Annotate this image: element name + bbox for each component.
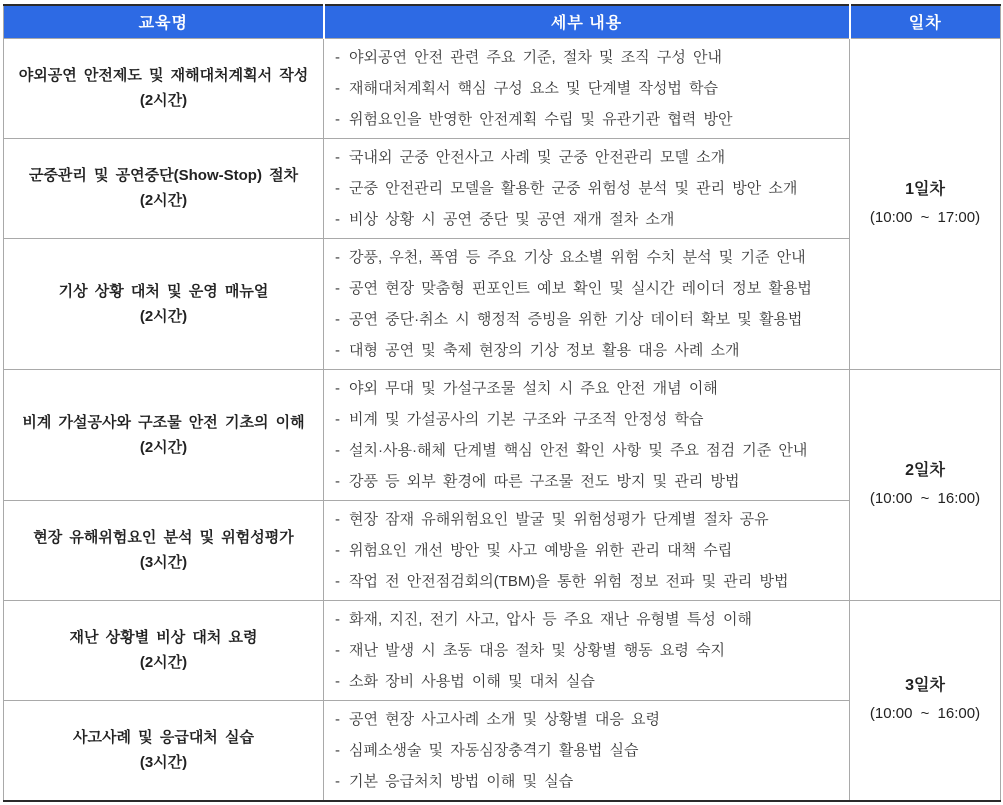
bullet-dash: - xyxy=(335,610,340,628)
curriculum-table xyxy=(3,4,1001,802)
detail-item xyxy=(332,373,841,404)
day-time: (10:00 ~ 17:00) xyxy=(869,208,981,226)
header-details: 세부 내용 xyxy=(324,5,850,38)
detail-item xyxy=(332,466,841,497)
day-time: (10:00 ~ 16:00) xyxy=(869,489,981,507)
table-header xyxy=(4,5,1001,38)
course-details-cell xyxy=(324,700,850,801)
bullet-dash: - xyxy=(335,772,340,790)
bullet-dash: - xyxy=(335,341,340,359)
detail-text: 기본 응급처치 방법 이해 및 실습 xyxy=(349,772,574,790)
bullet-dash: - xyxy=(335,279,340,297)
day-cell xyxy=(850,38,1001,369)
course-hours: (2시간) xyxy=(139,192,188,209)
detail-text: 비상 상황 시 공연 중단 및 공연 재개 절차 소개 xyxy=(349,210,675,228)
course-hours: (2시간) xyxy=(139,92,188,109)
bullet-dash: - xyxy=(335,441,340,459)
detail-item xyxy=(332,73,841,104)
course-name-cell xyxy=(4,138,324,238)
detail-item xyxy=(332,735,841,766)
detail-text: 강풍, 우천, 폭염 등 주요 기상 요소별 위험 수치 분석 및 기준 안내 xyxy=(349,248,806,266)
table-row xyxy=(4,369,1001,500)
bullet-dash: - xyxy=(335,472,340,490)
detail-item xyxy=(332,142,841,173)
bullet-dash: - xyxy=(335,110,340,128)
course-title: 현장 유해위험요인 분석 및 위험성평가 xyxy=(33,529,294,546)
header-row xyxy=(4,5,1001,38)
detail-item xyxy=(332,173,841,204)
course-title: 군중관리 및 공연중단(Show-Stop) 절차 xyxy=(28,167,299,184)
bullet-dash: - xyxy=(335,672,340,690)
detail-text: 위험요인 개선 방안 및 사고 예방을 위한 관리 대책 수립 xyxy=(349,541,733,559)
detail-item xyxy=(332,766,841,797)
bullet-dash: - xyxy=(335,710,340,728)
detail-item xyxy=(332,535,841,566)
detail-text: 재해대처계획서 핵심 구성 요소 및 단계별 작성법 학습 xyxy=(349,79,718,97)
header-day: 일차 xyxy=(850,5,1001,38)
day-label: 3일차 xyxy=(905,677,945,694)
course-details-cell xyxy=(324,369,850,500)
course-name-cell xyxy=(4,369,324,500)
day-label: 2일차 xyxy=(905,461,945,479)
detail-item xyxy=(332,104,841,135)
detail-text: 야외공연 안전 관련 주요 기준, 절차 및 조직 구성 안내 xyxy=(349,48,722,66)
detail-item xyxy=(332,566,841,597)
course-title: 비계 가설공사와 구조물 안전 기초의 이해 xyxy=(22,413,305,431)
detail-text: 국내외 군중 안전사고 사례 및 군중 안전관리 모델 소개 xyxy=(349,148,726,166)
course-name-cell xyxy=(4,238,324,369)
detail-item xyxy=(332,404,841,435)
header-education-name: 교육명 xyxy=(4,5,324,38)
course-hours: (3시간) xyxy=(139,554,188,571)
day-cell xyxy=(850,600,1001,801)
detail-text: 군중 안전관리 모델을 활용한 군중 위험성 분석 및 관리 방안 소개 xyxy=(349,179,798,197)
detail-text: 공연 중단·취소 시 행정적 증빙을 위한 기상 데이터 확보 및 활용법 xyxy=(349,310,803,328)
day-cell xyxy=(850,369,1001,600)
table-row xyxy=(4,38,1001,138)
course-name-cell xyxy=(4,600,324,700)
bullet-dash: - xyxy=(335,148,340,166)
course-title: 기상 상황 대처 및 운영 매뉴얼 xyxy=(58,282,269,300)
detail-text: 공연 현장 사고사례 소개 및 상황별 대응 요령 xyxy=(349,710,660,728)
detail-text: 강풍 등 외부 환경에 따른 구조물 전도 방지 및 관리 방법 xyxy=(349,472,740,490)
detail-text: 설치·사용·해체 단계별 핵심 안전 확인 사항 및 주요 점검 기준 안내 xyxy=(349,441,808,459)
bullet-dash: - xyxy=(335,210,340,228)
detail-text: 야외 무대 및 가설구조물 설치 시 주요 안전 개념 이해 xyxy=(349,379,718,397)
course-hours: (2시간) xyxy=(139,654,188,671)
detail-text: 화재, 지진, 전기 사고, 압사 등 주요 재난 유형별 특성 이해 xyxy=(349,610,752,628)
table-row xyxy=(4,600,1001,700)
course-details-cell xyxy=(324,238,850,369)
detail-text: 작업 전 안전점검회의(TBM)을 통한 위험 정보 전파 및 관리 방법 xyxy=(349,572,789,590)
table-body xyxy=(4,38,1001,801)
course-details-cell xyxy=(324,600,850,700)
course-name-cell xyxy=(4,38,324,138)
course-name-cell xyxy=(4,700,324,801)
day-time: (10:00 ~ 16:00) xyxy=(869,705,981,722)
detail-item xyxy=(332,666,841,697)
course-name-cell xyxy=(4,500,324,600)
detail-item xyxy=(332,304,841,335)
bullet-dash: - xyxy=(335,310,340,328)
bullet-dash: - xyxy=(335,179,340,197)
detail-text: 비계 및 가설공사의 기본 구조와 구조적 안정성 학습 xyxy=(349,410,704,428)
detail-item xyxy=(332,435,841,466)
bullet-dash: - xyxy=(335,510,340,528)
bullet-dash: - xyxy=(335,541,340,559)
detail-text: 위험요인을 반영한 안전계획 수립 및 유관기관 협력 방안 xyxy=(349,110,733,128)
bullet-dash: - xyxy=(335,741,340,759)
detail-text: 재난 발생 시 초동 대응 절차 및 상황별 행동 요령 숙지 xyxy=(349,641,725,659)
course-hours: (3시간) xyxy=(139,754,188,771)
detail-item xyxy=(332,204,841,235)
course-hours: (2시간) xyxy=(139,438,188,456)
bullet-dash: - xyxy=(335,572,340,590)
course-title: 야외공연 안전제도 및 재해대처계획서 작성 xyxy=(18,67,309,84)
bullet-dash: - xyxy=(335,379,340,397)
bullet-dash: - xyxy=(335,410,340,428)
course-hours: (2시간) xyxy=(139,307,188,325)
detail-item xyxy=(332,335,841,366)
detail-item xyxy=(332,504,841,535)
day-label: 1일차 xyxy=(905,180,945,198)
bullet-dash: - xyxy=(335,248,340,266)
detail-text: 대형 공연 및 축제 현장의 기상 정보 활용 대응 사례 소개 xyxy=(349,341,740,359)
detail-item xyxy=(332,635,841,666)
course-details-cell xyxy=(324,500,850,600)
detail-text: 공연 현장 맞춤형 핀포인트 예보 확인 및 실시간 레이더 정보 활용법 xyxy=(349,279,812,297)
detail-text: 현장 잠재 유해위험요인 발굴 및 위험성평가 단계별 절차 공유 xyxy=(349,510,769,528)
detail-item xyxy=(332,273,841,304)
bullet-dash: - xyxy=(335,79,340,97)
course-details-cell xyxy=(324,38,850,138)
bullet-dash: - xyxy=(335,641,340,659)
detail-item xyxy=(332,242,841,273)
detail-text: 소화 장비 사용법 이해 및 대처 실습 xyxy=(349,672,595,690)
course-details-cell xyxy=(324,138,850,238)
course-title: 재난 상황별 비상 대처 요령 xyxy=(69,629,258,646)
detail-item xyxy=(332,604,841,635)
bullet-dash: - xyxy=(335,48,340,66)
detail-item xyxy=(332,42,841,73)
detail-item xyxy=(332,704,841,735)
course-title: 사고사례 및 응급대처 실습 xyxy=(73,729,254,746)
detail-text: 심폐소생술 및 자동심장충격기 활용법 실습 xyxy=(349,741,639,759)
